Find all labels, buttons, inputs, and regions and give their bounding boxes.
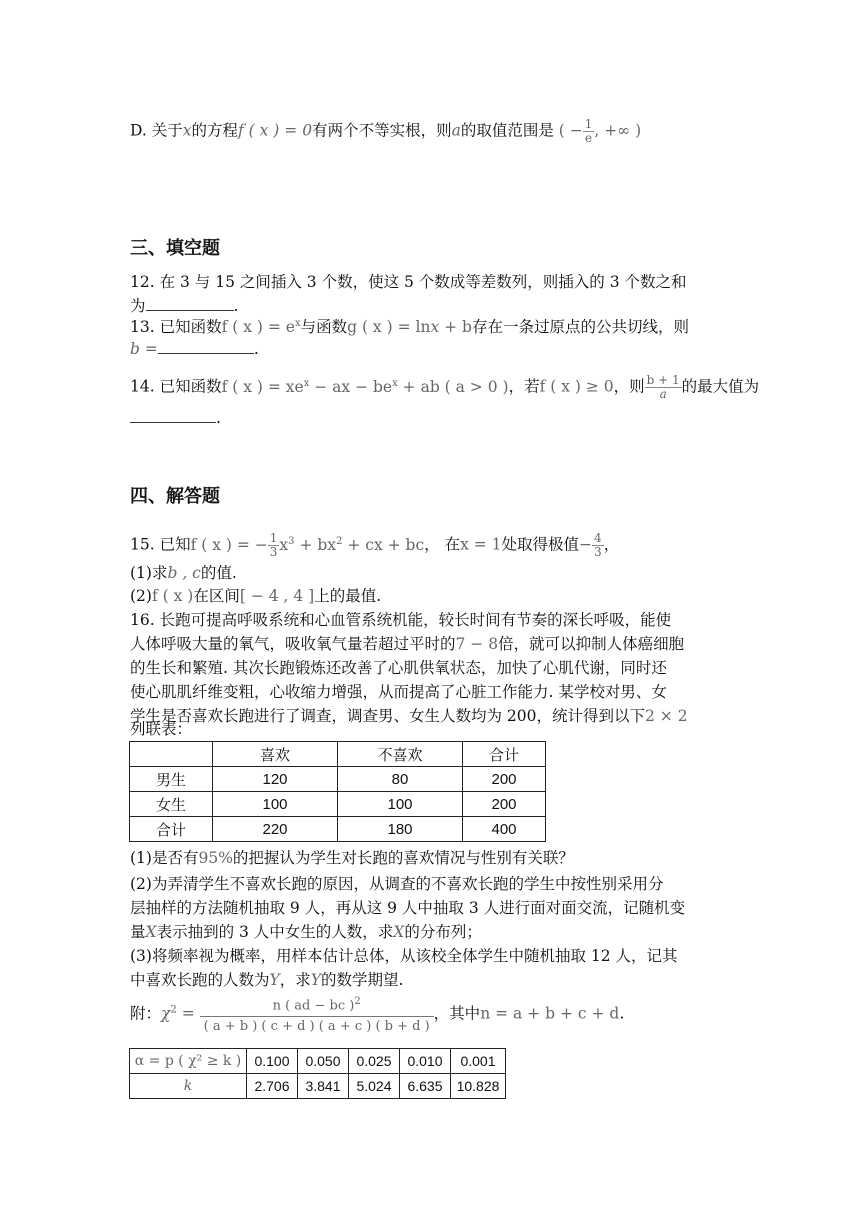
- math-fraction: [592, 532, 604, 559]
- math-range-open: ( −: [558, 121, 583, 140]
- math-sup: 2: [354, 996, 361, 1007]
- fraction-numerator: 4: [594, 531, 602, 545]
- table-row: [130, 1049, 506, 1074]
- chi-square-fraction: [200, 992, 434, 1037]
- math-sup: 2: [170, 1004, 177, 1016]
- math-f-mid: − ax − be: [309, 377, 393, 396]
- table-row: [130, 792, 546, 817]
- question-14-line1: [130, 374, 759, 401]
- q13-text: 与函数: [300, 318, 348, 336]
- math-fraction: [583, 118, 595, 145]
- q15-p1-prefix: (1)求: [130, 564, 168, 582]
- math-f-tail: + ab ( a > 0 ): [397, 377, 509, 396]
- math-vars: b , c: [167, 564, 201, 582]
- table-row: [130, 767, 546, 792]
- math-f: [190, 531, 425, 559]
- q13-suffix: .: [253, 340, 259, 358]
- math-percent: 95%: [198, 849, 233, 867]
- table-cell: 120: [213, 767, 338, 792]
- question-16-part1: [130, 846, 574, 868]
- q16-text: 表示抽到的 3 人中女生的人数，求: [156, 923, 394, 941]
- question-16-part3-line2: [130, 968, 403, 990]
- fraction-denominator: e: [585, 131, 593, 145]
- question-15-line1: [130, 532, 619, 559]
- contingency-table: [129, 741, 546, 842]
- answer-blank[interactable]: [130, 408, 216, 423]
- math-a: a: [451, 121, 461, 140]
- q16-text: 量: [130, 923, 146, 941]
- q15-p2-prefix: (2): [130, 587, 152, 605]
- question-13-line2: [130, 339, 259, 358]
- math-x: x: [430, 318, 440, 336]
- table-header-cell: 合计: [463, 742, 546, 767]
- math-fraction: [645, 374, 682, 401]
- appendix-formula: [130, 992, 624, 1037]
- q14-text: 的最大值为: [681, 377, 760, 396]
- question-16-part2-line3: [130, 920, 482, 942]
- q16-text: 的数学期望.: [321, 971, 404, 989]
- q16-text: 人体呼吸大量的氧气，吸收氧气量若超过平时的: [130, 635, 456, 653]
- math-f: [222, 318, 301, 336]
- math-f-mid: + bx: [294, 535, 337, 554]
- table-cell: 200: [463, 767, 546, 792]
- math-sup: x: [303, 377, 310, 389]
- q13-text: 存在一条过原点的公共切线，则: [471, 318, 689, 336]
- q16-text: 的分布列；: [404, 923, 482, 941]
- math-fraction: [268, 532, 280, 559]
- math-equation: f ( x ) = 0: [238, 121, 313, 140]
- table-cell: 5.024: [349, 1074, 400, 1099]
- math-g-text: g ( x ) = ln: [347, 318, 431, 336]
- math-f-tail: + cx + bc: [342, 535, 425, 554]
- math-Y: Y: [269, 971, 280, 989]
- option-d-text: 有两个不等实根，则: [312, 121, 452, 140]
- table-header-cell: 喜欢: [213, 742, 338, 767]
- math-sup: 3: [288, 535, 295, 547]
- option-d: [130, 118, 641, 145]
- critical-value-table: [129, 1048, 506, 1099]
- table-cell: 0.025: [349, 1049, 400, 1074]
- fraction-numerator: 1: [584, 117, 593, 131]
- q16-text: 的把握认为学生对长跑的喜欢情况与性别有关联？: [232, 849, 574, 867]
- fraction-numerator: 1: [269, 531, 278, 545]
- q15-p2-text: 在区间: [193, 587, 240, 605]
- math-x: x: [279, 535, 289, 554]
- q12-suffix: .: [233, 297, 239, 315]
- section-heading: 三、填空题: [130, 238, 220, 259]
- table-cell: k: [130, 1074, 247, 1099]
- fraction-denominator: ( a + b ) ( c + d ) ( a + c ) ( b + d ): [203, 1019, 430, 1035]
- math-X: X: [145, 923, 157, 941]
- q14-suffix: .: [216, 409, 221, 427]
- math-sign: −: [579, 535, 593, 554]
- appendix-end: .: [619, 1004, 625, 1023]
- q16-text: 中喜欢长跑的人数为: [130, 971, 270, 989]
- question-15-part2: [130, 584, 381, 606]
- chi-numerator-text: n ( ad − bc ): [272, 998, 355, 1014]
- math-X: X: [393, 923, 405, 941]
- answer-blank[interactable]: [146, 296, 234, 311]
- option-d-text: 的方程: [191, 121, 238, 140]
- fraction-denominator: 3: [594, 545, 602, 559]
- math-sup: 2: [336, 535, 343, 547]
- math-sup: x: [294, 317, 301, 329]
- table-cell: 10.828: [451, 1074, 506, 1099]
- table-header-row: [130, 742, 546, 767]
- math-b: b =: [130, 340, 158, 358]
- table-cell: 3.841: [298, 1074, 349, 1099]
- table-cell: 2.706: [247, 1074, 298, 1099]
- math-2x2: 2 × 2: [645, 707, 688, 725]
- q16-text: (1)是否有: [130, 849, 199, 867]
- fraction-denominator: a: [659, 387, 667, 401]
- math-f-lhs: f ( x ) = −: [190, 535, 268, 554]
- table-cell: 180: [338, 817, 463, 842]
- math-f: f ( x ): [151, 587, 194, 605]
- q14-text: ，则: [613, 377, 645, 396]
- answer-blank[interactable]: [158, 339, 254, 354]
- table-cell: 200: [463, 792, 546, 817]
- table-cell: 100: [338, 792, 463, 817]
- math-eq: =: [176, 1004, 195, 1023]
- question-16-part3-line1: (3)将频率视为概率，用样本估计总体，从该校全体学生中随机抽取 12 人，记其: [130, 947, 678, 965]
- fraction-numerator: [200, 992, 434, 1017]
- table-header-cell: [130, 742, 213, 767]
- table-cell: 女生: [130, 792, 213, 817]
- section-heading: 四、解答题: [130, 486, 220, 507]
- appendix-text: ，其中: [433, 1004, 481, 1023]
- fraction-numerator: b + 1: [646, 373, 680, 387]
- question-16-line6: 列联表：: [130, 720, 193, 738]
- math-Y: Y: [310, 971, 321, 989]
- math-range: 7 − 8: [455, 635, 499, 653]
- q15-p1-suffix: 的值.: [200, 564, 237, 582]
- table-cell: 0.050: [298, 1049, 349, 1074]
- q16-text: 倍，就可以抑制人体癌细胞: [498, 635, 685, 653]
- question-16-line3: 的生长和繁殖. 其次长跑锻炼还改善了心肌供氧状态，加快了心肌代谢，同时还: [130, 659, 667, 677]
- q16-text: ，求: [279, 971, 311, 989]
- table-cell: 0.100: [247, 1049, 298, 1074]
- question-16-line4: 使心肌肌纤维变粗，心收缩力增强，从而提高了心脏工作能力. 某学校对男、女: [130, 683, 667, 701]
- q16-text: 学生是否喜欢长跑进行了调查，调查男、女生人数均为 200，统计得到以下: [130, 707, 646, 725]
- math-x-eq: x = 1: [460, 535, 502, 554]
- q15-prefix: 15. 已知: [130, 535, 191, 554]
- math-range-close: , +∞ ): [594, 121, 642, 140]
- table-cell: 100: [213, 792, 338, 817]
- question-12-line1: 12. 在 3 与 15 之间插入 3 个数，使这 5 个数成等差数列，则插入的 3 个数之和: [130, 273, 687, 291]
- table-cell: 220: [213, 817, 338, 842]
- math-f-text: f ( x ) = e: [221, 318, 295, 336]
- question-15-part1: [130, 561, 237, 583]
- option-d-prefix: D. 关于: [130, 121, 183, 140]
- math-interval: [ − 4 , 4 ]: [239, 587, 315, 605]
- question-12-line2: [130, 294, 238, 316]
- question-16-part2-line1: (2)为弄清学生不喜欢长跑的原因，从调查的不喜欢长跑的学生中按性别采用分: [130, 875, 664, 893]
- table-row: [130, 817, 546, 842]
- math-x: x: [182, 121, 192, 140]
- math-f-text: f ( x ) = xe: [221, 377, 304, 396]
- question-16-line5: [130, 704, 688, 726]
- q15-text: ， 在: [424, 535, 461, 554]
- question-16-part2-line2: 层抽样的方法随机抽取 9 人，再从这 9 人中抽取 3 人进行面对面交流，记随机变: [130, 899, 686, 917]
- table-cell: 6.635: [400, 1074, 451, 1099]
- appendix-prefix: 附：: [130, 1004, 162, 1023]
- q15-p2-suffix: 上的最值.: [314, 587, 382, 605]
- q14-text: ，若: [508, 377, 540, 396]
- math-n-def: n = a + b + c + d: [480, 1004, 620, 1023]
- math-g-tail: + b: [439, 318, 472, 336]
- question-13-line1: [130, 315, 689, 337]
- fraction-denominator: 3: [269, 545, 278, 559]
- question-16-line1: 16. 长跑可提高呼吸系统和心血管系统机能，较长时间有节奏的深长呼吸，能使: [130, 611, 672, 629]
- option-d-text: 的取值范围是: [460, 121, 554, 140]
- q13-prefix: 13. 已知函数: [130, 318, 222, 336]
- q12-prefix: 为: [130, 297, 146, 315]
- table-cell: 0.010: [400, 1049, 451, 1074]
- math-condition: f ( x ) ≥ 0: [539, 377, 614, 396]
- table-cell: 0.001: [451, 1049, 506, 1074]
- q15-text: 处取得极值: [501, 535, 580, 554]
- math-sup: x: [392, 377, 398, 389]
- math-chi: χ: [161, 1004, 171, 1023]
- table-cell: 400: [463, 817, 546, 842]
- q15-end: ，: [603, 535, 620, 554]
- table-cell: 80: [338, 767, 463, 792]
- table-cell: α = p ( χ² ≥ k ): [130, 1049, 247, 1074]
- table-cell: 男生: [130, 767, 213, 792]
- question-16-line2: [130, 632, 684, 654]
- table-row: [130, 1074, 506, 1099]
- table-header-cell: 不喜欢: [338, 742, 463, 767]
- math-g: [347, 318, 472, 336]
- math-f: [222, 378, 509, 396]
- table-cell: 合计: [130, 817, 213, 842]
- q14-prefix: 14. 已知函数: [130, 377, 222, 396]
- question-14-line2: [130, 408, 221, 427]
